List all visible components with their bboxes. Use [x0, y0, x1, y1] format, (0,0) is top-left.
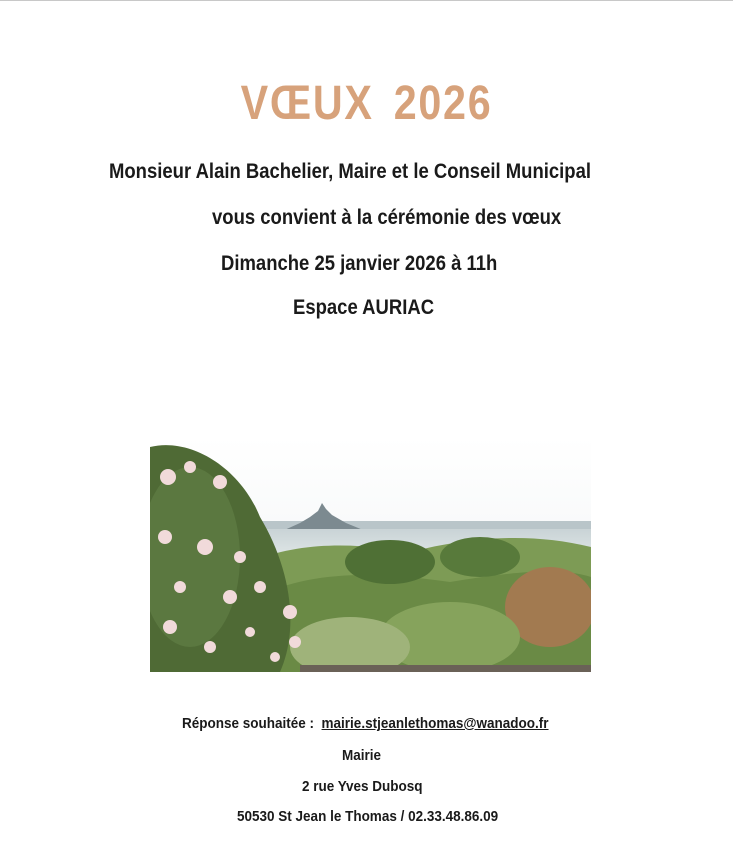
- top-divider: [0, 0, 733, 1]
- page-title: VŒUX 2026: [240, 77, 493, 130]
- response-line: [182, 715, 549, 732]
- event-date: Dimanche 25 janvier 2026 à 11h: [221, 252, 498, 275]
- event-venue: Espace AURIAC: [293, 296, 435, 319]
- street-address: 2 rue Yves Dubosq: [302, 778, 423, 795]
- email-link[interactable]: mairie.stjeanlethomas@wanadoo.fr: [321, 715, 549, 732]
- response-label: Réponse souhaitée :: [182, 715, 315, 732]
- office-name: Mairie: [342, 747, 382, 764]
- landscape-photo-icon: [150, 437, 591, 672]
- town-phone: 50530 St Jean le Thomas / 02.33.48.86.09: [237, 808, 499, 825]
- invitation-line-1: Monsieur Alain Bachelier, Maire et le Conseil Municipal: [109, 160, 591, 183]
- invitation-line-2: vous convient à la cérémonie des vœux: [212, 206, 562, 229]
